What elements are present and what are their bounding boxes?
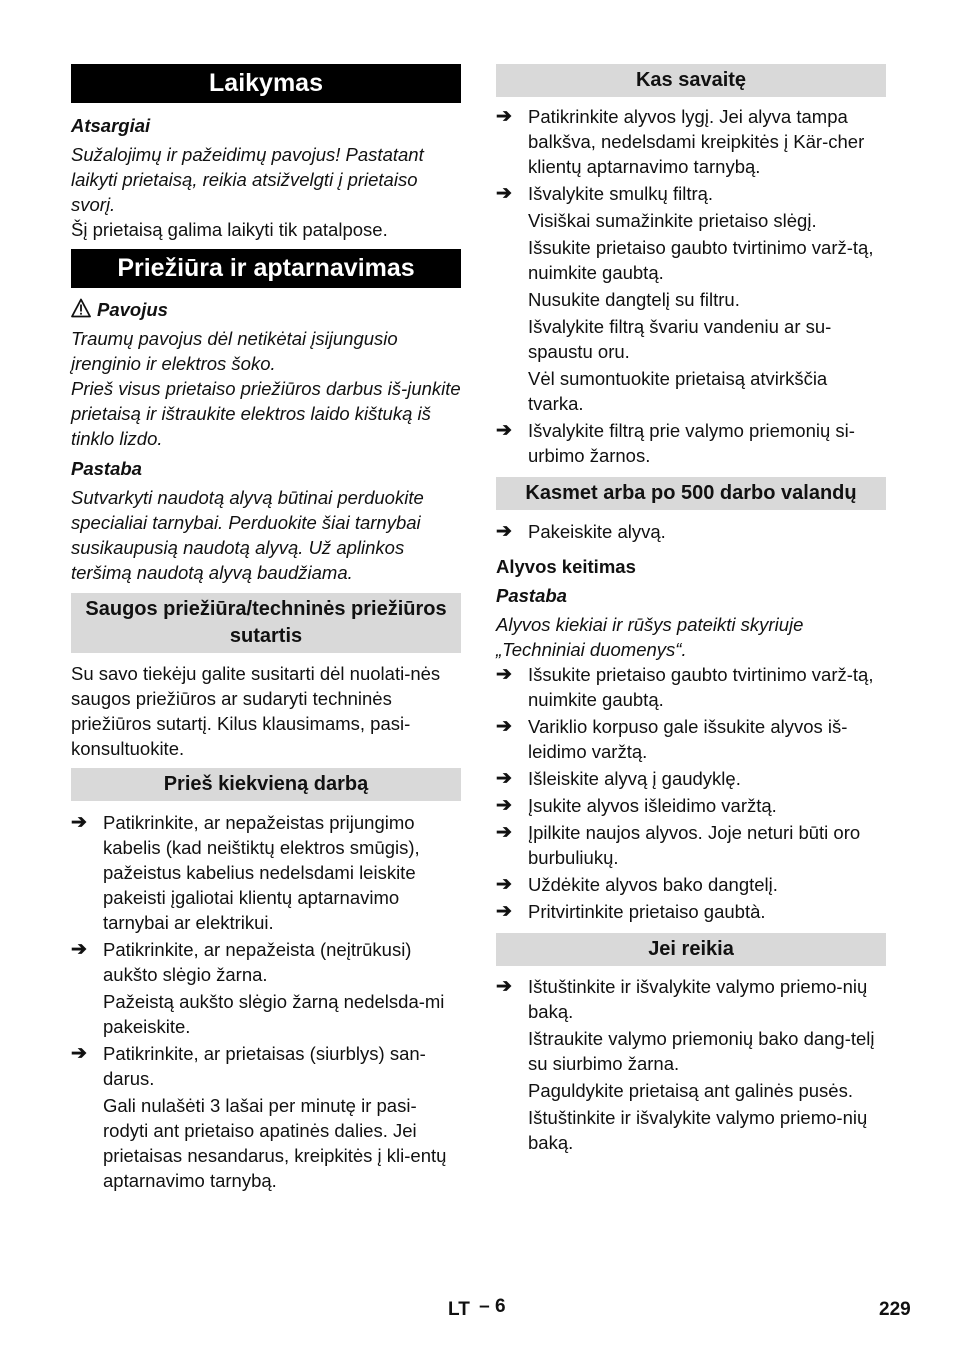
left-column: [71, 64, 461, 1193]
list-item: ➔ Įsukite alyvos išleidimo varžtą.: [496, 795, 777, 816]
footer-section-page: – 6: [479, 1296, 506, 1317]
needed-sub-text: Ištraukite valymo priemonių bako dang-telį su siurbimo žarna.: [528, 1028, 875, 1074]
arrow-right-icon: ➔: [496, 183, 512, 204]
arrow-right-icon: ➔: [71, 1043, 87, 1064]
arrow-right-icon: ➔: [496, 420, 512, 441]
oil-note-text: Alyvos kiekiai ir rūšys pateikti skyriuje „Techniniai duomenys“.: [496, 614, 804, 660]
list-item: ➔ Išvalykite smulkų filtrą.: [496, 183, 714, 204]
arrow-right-icon: ➔: [496, 795, 512, 816]
danger-text-2: Prieš visus prietaiso priežiūros darbus iš-junkite prietaisą ir ištraukite elektros laido kištuką iš tinklo lizdo.: [71, 378, 461, 449]
weekly-sub-text: Vėl sumontuokite prietaisą atvirkščia tvarka.: [528, 368, 828, 414]
arrow-right-icon: ➔: [71, 812, 87, 833]
weekly-heading: Kas savaitę: [496, 64, 886, 97]
oil-change-title: Alyvos keitimas: [496, 556, 636, 577]
arrow-right-icon: ➔: [496, 901, 512, 922]
list-item: ➔ Pritvirtinkite prietaiso gaubtà.: [496, 901, 766, 922]
before-sub-text: Pažeistą aukšto slėgio žarną nedelsda-mi pakeiskite.: [103, 991, 445, 1037]
oil-note-label: Pastaba: [496, 585, 567, 606]
weekly-sub-text: Išvalykite filtrą švariu vandeniu ar su-spaustu oru.: [528, 316, 832, 362]
danger-text-1: Traumų pavojus dėl netikėtai įsijungusio įrenginio ir elektros šoko.: [71, 328, 398, 374]
list-item: ➔ Išvalykite filtrą prie valymo priemonių si-urbimo žarnos.: [496, 420, 855, 466]
list-item: ➔ Patikrinkite, ar nepažeista (neįtrūkusi) aukšto slėgio žarna.: [71, 939, 412, 985]
note-label: Pastaba: [71, 458, 142, 479]
arrow-right-icon: ➔: [496, 716, 512, 737]
warning-triangle-icon: [71, 298, 91, 318]
list-item: ➔ Variklio korpuso gale išsukite alyvos iš-leidimo varžtą.: [496, 716, 848, 762]
yearly-heading: Kasmet arba po 500 darbo valandų: [496, 477, 886, 510]
list-item: ➔ Pakeiskite alyvą.: [496, 521, 666, 542]
before-sub-text: Gali nulašėti 3 lašai per minutę ir pasi-rodyti ant prietaiso apatinės dalies. Jei prietaisas nesandarus, kreipkitės į kli-entų aptarnavimo tarnybą.: [103, 1095, 447, 1191]
storage-caution-text: Sužalojimų ir pažeidimų pavojus! Pastatant laikyti prietaisą, reikia atsižvelgti į prietaiso svorį.: [71, 144, 424, 215]
list-item: ➔ Išleiskite alyvą į gaudyklę.: [496, 768, 741, 789]
arrow-right-icon: ➔: [496, 768, 512, 789]
footer-language-page: [448, 1297, 506, 1322]
page-number: 229: [879, 1299, 911, 1320]
storage-text: Šį prietaisą galima laikyti tik patalpose.: [71, 219, 388, 240]
list-item: ➔ Ištuštinkite ir išvalykite valymo priemo-nių baką.: [496, 976, 868, 1022]
needed-sub-text: Ištuštinkite ir išvalykite valymo priemo-nių baką.: [528, 1107, 868, 1153]
list-item: ➔ Patikrinkite, ar nepažeistas prijungimo kabelis (kad neištiktų elektros smūgis), pažeistus kabelius nedelsdami leiskite pakeisti įgaliotai klientų aptarnavimo tarnybai ar elektrikui.: [71, 812, 420, 933]
arrow-right-icon: ➔: [496, 106, 512, 127]
danger-label: Pavojus: [97, 299, 168, 320]
weekly-sub-text: Nusukite dangtelį su filtru.: [528, 289, 740, 310]
arrow-right-icon: ➔: [496, 976, 512, 997]
list-item: ➔ Išsukite prietaiso gaubto tvirtinimo varž-tą, nuimkite gaubtą.: [496, 664, 874, 710]
note-text: Sutvarkyti naudotą alyvą būtinai perduokite specialiai tarnybai. Perduokite šiai tarnybai susikaupusią naudotą alyvą. Už aplinkos teršimą naudotą alyvą baudžiama.: [71, 487, 424, 583]
care-heading: Priežiūra ir aptarnavimas: [71, 249, 461, 288]
list-item: ➔ Patikrinkite, ar prietaisas (siurblys) san-darus.: [71, 1043, 426, 1089]
list-item: ➔ Uždėkite alyvos bako dangtelį.: [496, 874, 778, 895]
before-work-heading: Prieš kiekvieną darbą: [71, 768, 461, 801]
arrow-right-icon: ➔: [496, 874, 512, 895]
list-item: ➔ Patikrinkite alyvos lygį. Jei alyva tampa balkšva, nedelsdami kreipkitės į Kär-cher klientų aptarnavimo tarnybą.: [496, 106, 865, 177]
right-column: [496, 64, 886, 1155]
storage-heading: Laikymas: [71, 64, 461, 103]
arrow-right-icon: ➔: [496, 521, 512, 542]
arrow-right-icon: ➔: [496, 822, 512, 843]
weekly-sub-text: Išsukite prietaiso gaubto tvirtinimo varž-tą, nuimkite gaubtą.: [528, 237, 874, 283]
if-needed-heading: Jei reikia: [496, 933, 886, 966]
arrow-right-icon: ➔: [496, 664, 512, 685]
danger-label-row: [71, 297, 461, 322]
contract-heading: Saugos priežiūra/techninės priežiūros sutartis: [71, 593, 461, 653]
list-item: ➔ Įpilkite naujos alyvos. Joje neturi būti oro burbuliukų.: [496, 822, 861, 868]
footer-language: LT: [448, 1299, 470, 1320]
needed-sub-text: Paguldykite prietaisą ant galinės pusės.: [528, 1080, 853, 1101]
contract-text: Su savo tiekėju galite susitarti dėl nuolati-nės saugos priežiūros ar sudaryti techninės priežiūros sutartį. Kilus klausimams, pasi-konsultuokite.: [71, 663, 441, 759]
storage-caution-label: Atsargiai: [71, 115, 151, 136]
weekly-sub-text: Visiškai sumažinkite prietaiso slėgį.: [528, 210, 817, 231]
arrow-right-icon: ➔: [71, 939, 87, 960]
